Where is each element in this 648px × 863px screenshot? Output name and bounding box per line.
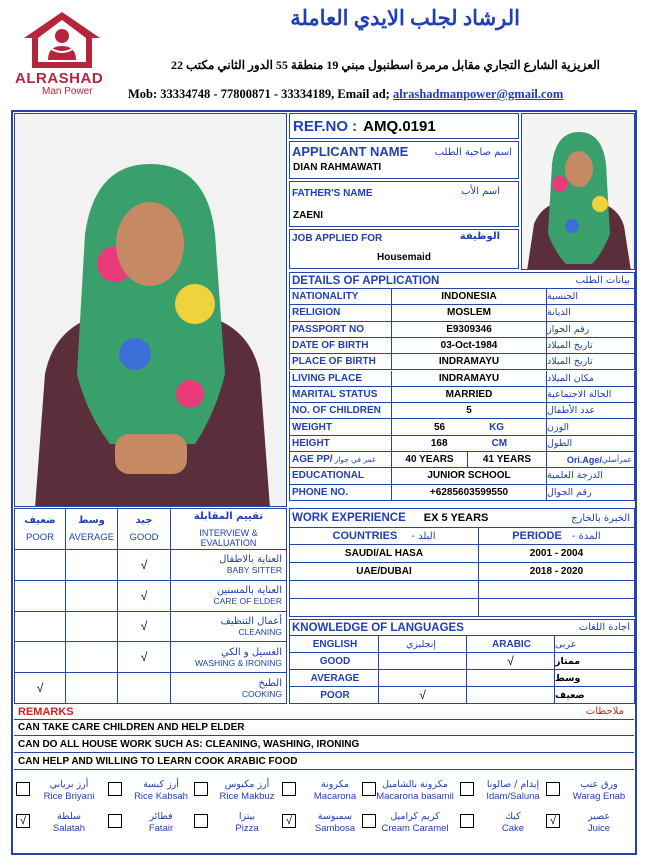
mobile-numbers: 33334748 - 77800871 - 33334189, Email ad; bbox=[160, 87, 390, 101]
skill-column-ar: تقييم المقابلة bbox=[193, 510, 264, 522]
applicant-name-value: DIAN RAHMAWATI bbox=[293, 162, 382, 173]
person-full-photo-icon bbox=[15, 114, 287, 507]
food-checkbox[interactable]: √ bbox=[282, 814, 296, 828]
skill-name-ar: الغسيل و الكي bbox=[220, 646, 282, 658]
food-name-en: Sambosa bbox=[314, 823, 356, 834]
food-name-ar: مكرونة بالشاميل bbox=[382, 779, 448, 790]
food-checkbox[interactable] bbox=[460, 782, 474, 796]
skill-good-check: √ bbox=[118, 642, 171, 673]
food-option[interactable] bbox=[194, 780, 282, 804]
food-option[interactable] bbox=[108, 780, 196, 804]
detail-label: HEIGHT bbox=[289, 436, 392, 452]
food-checkbox[interactable] bbox=[362, 782, 376, 796]
food-name-ar: سمبوسة bbox=[317, 811, 353, 822]
detail-label: EDUCATIONAL bbox=[289, 468, 392, 484]
language-level-label: GOOD bbox=[289, 653, 379, 670]
logo-name: ALRASHAD bbox=[15, 70, 104, 87]
company-title-arabic: الرشاد لجلب الايدي العاملة bbox=[290, 6, 520, 30]
detail-label-ar: رقم الجواز bbox=[547, 322, 635, 338]
detail-value-text: INDONESIA bbox=[441, 291, 497, 303]
detail-label: NATIONALITY bbox=[289, 289, 392, 305]
experience-period-cell: 2018 - 2020 bbox=[479, 563, 635, 581]
skill-name bbox=[171, 642, 287, 673]
countries-header bbox=[289, 528, 479, 545]
skill-good-check: √ bbox=[118, 612, 171, 643]
skills-evaluation-table bbox=[14, 508, 287, 704]
food-name-ar: سلطة bbox=[57, 811, 81, 822]
applicant-name-box bbox=[289, 141, 519, 179]
food-name-ar: ورق عنب bbox=[580, 779, 618, 790]
skill-name bbox=[171, 550, 287, 581]
detail-value bbox=[392, 387, 547, 403]
food-name-ar: أرز كبسة bbox=[143, 779, 179, 790]
remarks-header bbox=[14, 704, 634, 720]
period-label-ar: المدة - bbox=[571, 530, 601, 542]
skill-poor-check: √ bbox=[14, 673, 66, 704]
job-applied-label-ar: الوظيفة bbox=[459, 231, 500, 242]
detail-value-text: INDRAMAYU bbox=[438, 372, 500, 384]
detail-label: WEIGHT bbox=[289, 419, 392, 435]
food-checkbox[interactable] bbox=[460, 814, 474, 828]
food-option[interactable] bbox=[282, 780, 370, 804]
skill-average-check bbox=[66, 550, 118, 581]
food-checkbox[interactable] bbox=[362, 814, 376, 828]
detail-label-ar: الوزن bbox=[547, 419, 635, 435]
detail-value bbox=[392, 436, 547, 452]
english-level-check: √ bbox=[379, 687, 467, 704]
food-name-en: Rice Briyani bbox=[43, 791, 95, 802]
food-name-ar: كريم كراميل bbox=[390, 811, 440, 822]
skill-name-en: CARE OF ELDER bbox=[213, 596, 282, 607]
skill-average-check bbox=[66, 642, 118, 673]
detail-label-ar: الجنسية bbox=[547, 289, 635, 305]
food-checkbox[interactable] bbox=[194, 782, 208, 796]
detail-value: +6285603599550 bbox=[392, 485, 547, 501]
remark-line: CAN HELP AND WILLING TO LEARN COOK ARABIC FOOD bbox=[14, 754, 634, 770]
father-name-label-ar: اسم الأب bbox=[461, 186, 500, 197]
details-title: DETAILS OF APPLICATION bbox=[292, 274, 440, 287]
food-checkbox[interactable]: √ bbox=[546, 814, 560, 828]
ori-age-label: Ori.Age/ bbox=[566, 454, 602, 465]
countries-label-ar: البلد - bbox=[411, 530, 436, 542]
detail-label: PLACE OF BIRTH bbox=[289, 354, 392, 370]
skill-average-check bbox=[66, 581, 118, 612]
skill-column-en: POOR bbox=[26, 532, 54, 543]
experience-header-row bbox=[289, 508, 635, 528]
food-checkbox[interactable] bbox=[16, 782, 30, 796]
skill-poor-check bbox=[14, 612, 66, 643]
ref-label: REF.NO : bbox=[293, 117, 358, 135]
food-name-en: Macarona basamil bbox=[376, 791, 454, 802]
detail-value-text: MARRIED bbox=[445, 388, 493, 400]
food-checkbox[interactable] bbox=[282, 782, 296, 796]
food-name-ar: أرز برياني bbox=[49, 779, 89, 790]
detail-label-ar: تاريخ الميلاد bbox=[547, 354, 635, 370]
food-option[interactable] bbox=[194, 812, 282, 836]
food-option[interactable] bbox=[362, 779, 454, 804]
father-name-box bbox=[289, 181, 519, 227]
contact-line bbox=[128, 87, 640, 102]
remarks-label: REMARKS bbox=[18, 706, 74, 718]
food-name-en: Salatah bbox=[52, 823, 86, 834]
skill-poor-check bbox=[14, 642, 66, 673]
food-name-ar: فطائر bbox=[149, 811, 173, 822]
detail-label-ar: تاريخ الميلاد bbox=[547, 338, 635, 354]
food-name-en: Rice Makbuz bbox=[219, 791, 275, 802]
skill-column-ar: جيد bbox=[135, 515, 153, 526]
detail-label: LIVING PLACE bbox=[289, 371, 392, 387]
language-level-label-ar: ضعيف bbox=[555, 687, 635, 704]
skill-good-check: √ bbox=[118, 581, 171, 612]
languages-table bbox=[289, 619, 635, 704]
experience-table bbox=[289, 508, 635, 618]
skill-name-ar: العناية بالاطفال bbox=[219, 554, 282, 566]
language-level-label-ar: وسط bbox=[555, 670, 635, 687]
detail-value bbox=[392, 338, 547, 354]
food-name-en: Juice bbox=[587, 823, 611, 834]
skill-name-ar: أعمال التنظيف bbox=[220, 615, 282, 627]
english-level-check bbox=[379, 670, 467, 687]
food-option[interactable] bbox=[108, 812, 196, 836]
arabic-label: ARABIC bbox=[467, 636, 555, 653]
languages-title-ar: اجادة اللغات bbox=[578, 622, 630, 633]
skill-column-en: AVERAGE bbox=[68, 532, 115, 543]
detail-value bbox=[392, 354, 547, 370]
detail-value-text: 168 bbox=[430, 437, 448, 449]
food-name-en: Warag Enab bbox=[572, 791, 626, 802]
detail-label: MARITAL STATUS bbox=[289, 387, 392, 403]
languages-title-row bbox=[289, 619, 635, 636]
skill-name bbox=[171, 581, 287, 612]
passport-photo bbox=[521, 113, 635, 270]
experience-period-cell bbox=[479, 599, 635, 617]
ori-age-label-cell bbox=[547, 452, 635, 468]
detail-value-text: 5 bbox=[466, 405, 472, 417]
skill-name-en: COOKING bbox=[241, 688, 282, 699]
skill-name-en: BABY SITTER bbox=[226, 565, 282, 576]
skill-good-check: √ bbox=[118, 550, 171, 581]
detail-unit: CM bbox=[491, 437, 508, 449]
skill-column-header bbox=[118, 508, 171, 550]
food-name-ar: بيتزا bbox=[238, 811, 256, 822]
countries-label: COUNTRIES bbox=[332, 530, 398, 542]
food-name-en: Cream Caramel bbox=[381, 823, 449, 834]
skill-name bbox=[171, 673, 287, 704]
food-option[interactable] bbox=[546, 780, 634, 804]
food-option[interactable] bbox=[282, 812, 370, 836]
skill-name-en: WASHING & IRONING bbox=[194, 657, 282, 668]
skill-name-en: CLEANING bbox=[238, 626, 282, 637]
food-checkbox[interactable] bbox=[546, 782, 560, 796]
food-name-en: Idam/Saluna bbox=[486, 791, 540, 802]
language-level-label: POOR bbox=[289, 687, 379, 704]
remark-line: CAN TAKE CARE CHILDREN AND HELP ELDER bbox=[14, 720, 634, 736]
food-option[interactable] bbox=[546, 812, 634, 836]
food-option[interactable] bbox=[460, 812, 548, 836]
arabic-label-ar: عربى bbox=[555, 636, 635, 653]
applicant-name-label-ar: اسم صاحبة الطلب bbox=[434, 147, 512, 158]
english-label-ar: إنجليزي bbox=[379, 636, 467, 653]
detail-value bbox=[392, 322, 547, 338]
food-checklist bbox=[14, 772, 634, 852]
arabic-level-check bbox=[467, 687, 555, 704]
job-applied-label: JOB APPLIED FOR bbox=[292, 233, 383, 244]
detail-label: PASSPORT NO bbox=[289, 322, 392, 338]
food-option[interactable] bbox=[362, 812, 450, 836]
skill-column-header bbox=[66, 508, 118, 550]
food-option[interactable] bbox=[460, 780, 548, 804]
father-name-value: ZAENI bbox=[293, 210, 323, 221]
details-title-ar: بيانات الطلب bbox=[575, 275, 630, 286]
ref-value: AMQ.0191 bbox=[363, 117, 436, 135]
logo-emblem-icon bbox=[12, 8, 112, 78]
food-option[interactable] bbox=[16, 780, 104, 804]
email-link[interactable]: alrashadmanpower@gmail.com bbox=[392, 87, 564, 101]
detail-unit: KG bbox=[489, 421, 505, 433]
english-label: ENGLISH bbox=[289, 636, 379, 653]
skill-poor-check bbox=[14, 550, 66, 581]
skill-column-header bbox=[14, 508, 66, 550]
arabic-level-check: √ bbox=[467, 653, 555, 670]
father-name-label: FATHER'S NAME bbox=[292, 188, 373, 199]
skill-column-ar: وسط bbox=[78, 515, 105, 526]
language-level-label-ar: ممتاز bbox=[555, 653, 635, 670]
detail-label-ar: مكان الميلاد bbox=[547, 371, 635, 387]
detail-label-ar: الطول bbox=[547, 436, 635, 452]
experience-period-cell: 2001 - 2004 bbox=[479, 545, 635, 563]
mobile-label: Mob: bbox=[128, 87, 158, 101]
age-label-cell bbox=[289, 452, 392, 468]
food-name-en: Rice Kabsah bbox=[134, 791, 188, 802]
detail-value-text: 03-Oct-1984 bbox=[440, 340, 498, 352]
detail-value-text: 56 bbox=[433, 421, 446, 433]
ori-age-label-ar: عمرأصلي bbox=[601, 455, 632, 465]
detail-value-text: E9309346 bbox=[446, 323, 492, 335]
food-name-en: Pizza bbox=[235, 823, 259, 834]
ref-number-box bbox=[289, 113, 519, 139]
experience-country-cell bbox=[289, 599, 479, 617]
detail-value bbox=[392, 305, 547, 321]
experience-period-cell bbox=[479, 581, 635, 599]
skill-name-ar: العناية بالمسنين bbox=[216, 585, 282, 597]
detail-value bbox=[392, 289, 547, 305]
food-name-ar: عصير bbox=[587, 811, 610, 822]
detail-label: RELIGION bbox=[289, 305, 392, 321]
experience-country-cell: SAUDI/AL HASA bbox=[289, 545, 479, 563]
detail-value bbox=[392, 403, 547, 419]
period-header bbox=[479, 528, 635, 545]
food-checkbox[interactable] bbox=[108, 814, 122, 828]
job-applied-box bbox=[289, 229, 519, 269]
english-level-check bbox=[379, 653, 467, 670]
experience-value: EX 5 YEARS bbox=[423, 512, 489, 524]
remark-line: CAN DO ALL HOUSE WORK SUCH AS: CLEANING, WASHING, IRONING bbox=[14, 737, 634, 753]
skill-name-ar: الطبخ bbox=[258, 677, 282, 689]
language-level-label: AVERAGE bbox=[289, 670, 379, 687]
details-title-row bbox=[289, 272, 635, 289]
skill-average-check bbox=[66, 673, 118, 704]
skill-name bbox=[171, 612, 287, 643]
food-name-ar: مكرونة bbox=[321, 779, 349, 790]
detail-label: DATE OF BIRTH bbox=[289, 338, 392, 354]
detail-value bbox=[392, 419, 547, 435]
detail-value: JUNIOR SCHOOL bbox=[392, 468, 547, 484]
skill-column-en: GOOD bbox=[129, 532, 159, 543]
detail-value-text: INDRAMAYU bbox=[438, 356, 500, 368]
company-address: العزيزية الشارع التجاري مقابل مرمرة اسطنبول مبني 19 منطقة 55 الدور الثاني مكتب 22 bbox=[170, 58, 600, 72]
food-name-ar: إيدام / صالونا bbox=[486, 779, 540, 790]
skill-poor-check bbox=[14, 581, 66, 612]
detail-label-ar: رقم الجوال bbox=[547, 485, 635, 501]
detail-label-ar: الحالة الاجتماعية bbox=[547, 387, 635, 403]
food-name-en: Cake bbox=[501, 823, 525, 834]
detail-label-ar: عدد الأطفال bbox=[547, 403, 635, 419]
detail-label-ar: الدرجة العلمية bbox=[547, 468, 635, 484]
original-age-value: 41 YEARS bbox=[468, 452, 547, 468]
food-checkbox[interactable] bbox=[194, 814, 208, 828]
age-label: AGE PP/ bbox=[292, 454, 333, 466]
skill-column-en: INTERVIEW & EVALUATION bbox=[199, 527, 258, 548]
period-label: PERIODE bbox=[512, 530, 562, 542]
detail-value-text: MOSLEM bbox=[447, 307, 491, 319]
skill-good-check bbox=[118, 673, 171, 704]
full-body-photo bbox=[14, 113, 287, 507]
food-option[interactable] bbox=[16, 812, 104, 836]
food-checkbox[interactable] bbox=[108, 782, 122, 796]
skill-column-header bbox=[171, 508, 287, 550]
details-table bbox=[289, 272, 635, 508]
experience-label: WORK EXPERIENCE bbox=[292, 512, 406, 524]
food-name-en: Macarona bbox=[313, 791, 357, 802]
food-name-ar: كيك bbox=[505, 811, 521, 822]
experience-country-cell: UAE/DUBAI bbox=[289, 563, 479, 581]
food-checkbox[interactable]: √ bbox=[16, 814, 30, 828]
food-name-ar: أرز مكبوس bbox=[224, 779, 270, 790]
experience-country-cell bbox=[289, 581, 479, 599]
detail-label-ar: الديانة bbox=[547, 305, 635, 321]
skill-average-check bbox=[66, 612, 118, 643]
languages-title: KNOWLEDGE OF LANGUAGES bbox=[292, 621, 464, 634]
detail-label: NO. OF CHILDREN bbox=[289, 403, 392, 419]
job-applied-value: Housemaid bbox=[377, 252, 431, 263]
detail-value bbox=[392, 371, 547, 387]
logo-subtitle: Man Power bbox=[42, 86, 93, 97]
applicant-name-label: APPLICANT NAME bbox=[292, 144, 409, 159]
skill-column-ar: ضعيف bbox=[24, 515, 56, 526]
detail-label: PHONE NO. bbox=[289, 485, 392, 501]
experience-label-ar: الخبرة بالخارج bbox=[571, 512, 630, 524]
food-name-en: Fatair bbox=[148, 823, 174, 834]
pp-age-value: 40 YEARS bbox=[392, 452, 468, 468]
age-label-ar: عمر في جواز bbox=[334, 455, 377, 465]
arabic-level-check bbox=[467, 670, 555, 687]
remarks-label-ar: ملاحظات bbox=[585, 706, 624, 717]
person-portrait-icon bbox=[522, 114, 635, 270]
